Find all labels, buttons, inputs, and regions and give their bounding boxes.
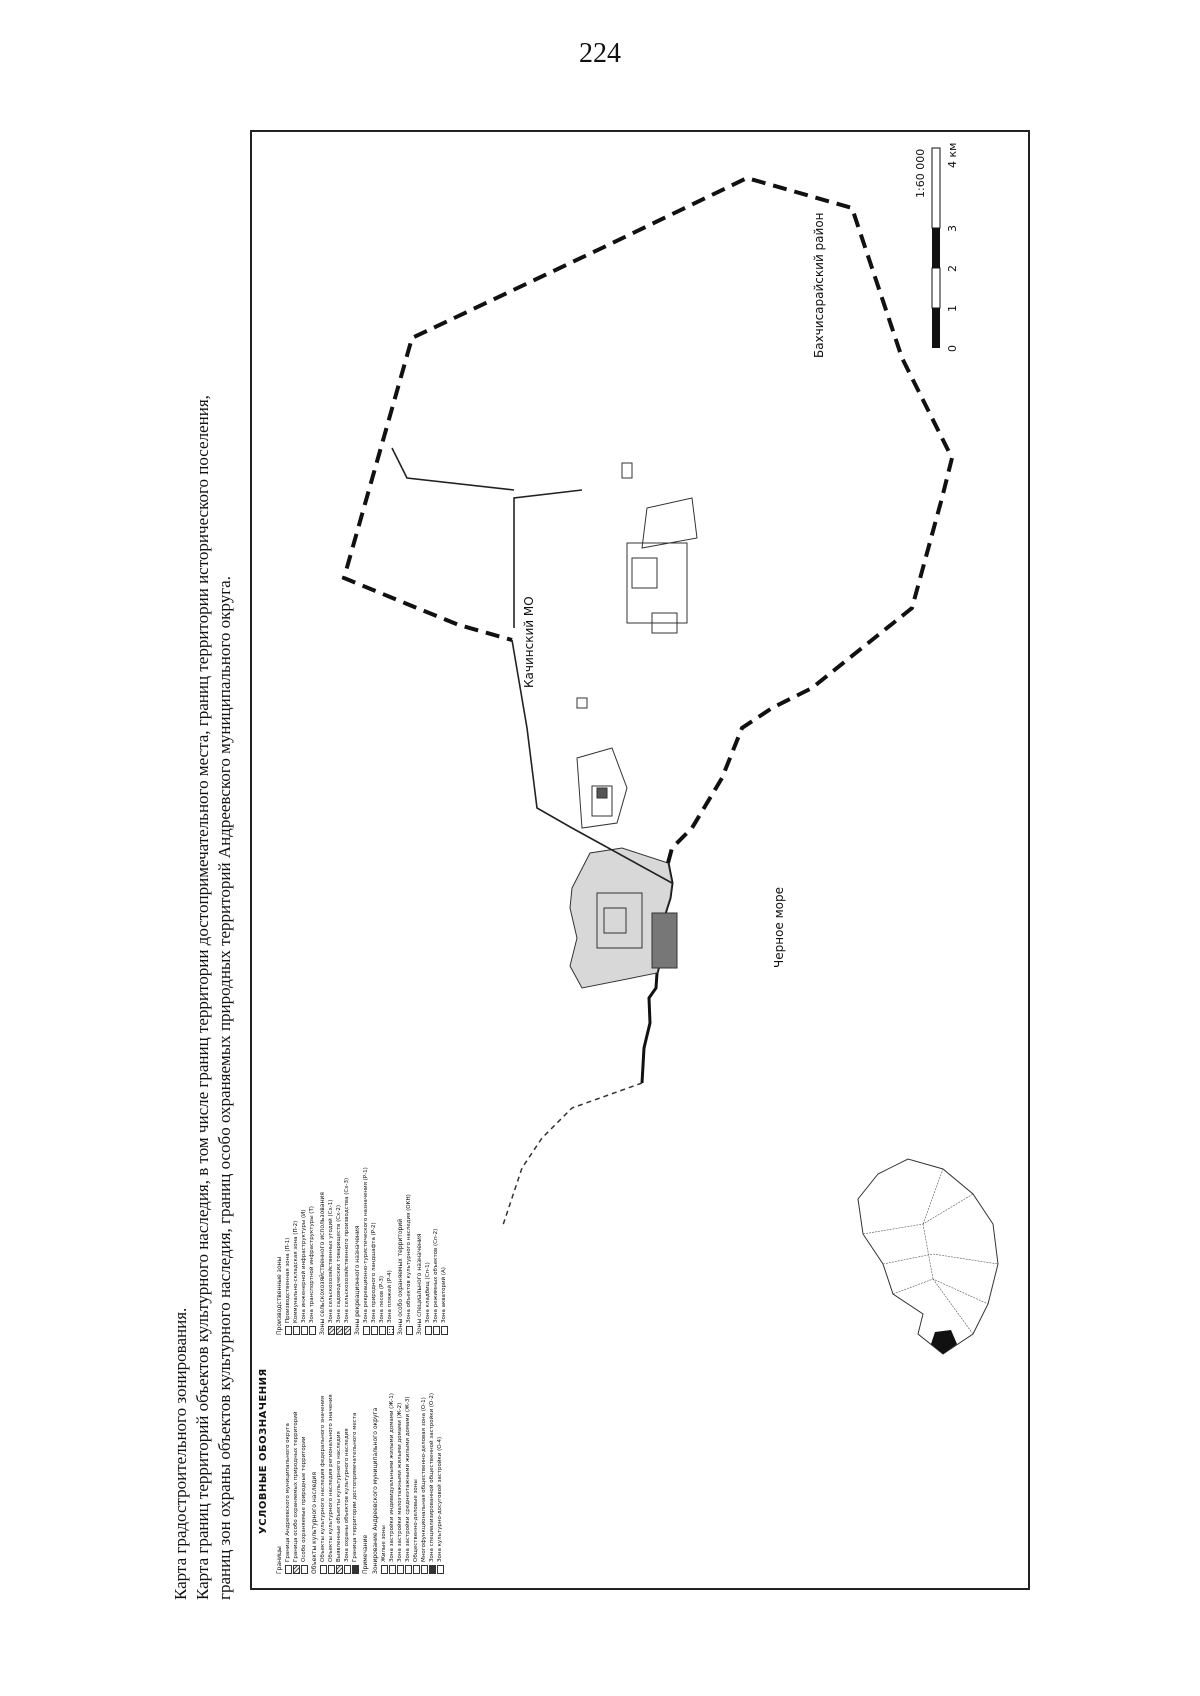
scale-tick-1: 1 (946, 305, 959, 312)
legend-title: УСЛОВНЫЕ ОБОЗНАЧЕНИЯ (258, 1368, 269, 1534)
legend-heading: Границы (276, 1546, 283, 1574)
legend-item-label: Общественно-деловые зоны (413, 1479, 419, 1562)
legend-item-label: Зона режимных объектов (Сп-2) (433, 1228, 439, 1323)
legend-heading: Примечание (362, 1534, 369, 1574)
legend-item-label: Зона застройки среднеэтажными жилыми домами (Ж-3) (405, 1396, 411, 1562)
legend-item-label: Зона транспортной инфраструктуры (Т) (309, 1206, 315, 1323)
legend-item-label: Зона застройки малоэтажными жилыми домами (Ж-2) (397, 1402, 403, 1562)
scale-tick-4: 4 км (946, 142, 959, 168)
legend-item-label: Зона культурно-досуговой застройки (О-4) (437, 1436, 443, 1562)
legend-item-label: Выявленные объекты культурного наследия (336, 1431, 342, 1562)
legend-item-label: Объекты культурного наследия федерального значения (320, 1395, 326, 1562)
caption-line-2: Карта границ территорий объектов культурного наследия, в том числе границ территории достопримечательного места, границ территории исторического поселения, (193, 395, 212, 1600)
captions (170, 130, 236, 1600)
bakhchisaray-label: Бахчисарайский район (812, 212, 826, 358)
map-frame (250, 130, 1030, 1590)
map-drawing (252, 132, 1028, 1588)
legend-item-label: Зона пляжей (Р-4) (387, 1270, 393, 1323)
legend-heading: Зоны специального назначения (416, 1233, 423, 1335)
legend-heading: Зонирование Андреевского муниципального округа (372, 1407, 379, 1574)
caption-line-1: Карта градостроительного зонирования. (171, 1307, 190, 1600)
scale-bar (932, 148, 940, 348)
legend-item-label: Жилые зоны (381, 1525, 387, 1562)
legend-heading: Зоны сельскохозяйственного использования (319, 1192, 326, 1335)
legend-item-label: Зона акваторий (А) (441, 1267, 447, 1323)
legend-item-label: Зона садоводческих товариществ (Сх-2) (336, 1204, 342, 1323)
legend-heading: Производственные зоны (276, 1256, 283, 1335)
legend-item-label: Зона рекреационно-туристического назначения (Р-1) (363, 1167, 369, 1323)
scale-ratio: 1:60 000 (914, 148, 927, 198)
legend-item-label: Зона сельскохозяйственного производства (Сх-3) (344, 1177, 350, 1323)
legend-item-label: Особо охраняемые природные территории (301, 1436, 307, 1562)
legend-item-label: Зона объектов культурного наследия (ОКН) (406, 1194, 412, 1323)
legend-heading: Зоны особо охраняемых территорий (397, 1218, 404, 1335)
sea-border-dashed (502, 1083, 642, 1228)
legend-item-label: Зона застройки индивидуальными жилыми домами (Ж-1) (389, 1393, 395, 1562)
legend-item-label: Граница особо охраняемых природных территорий (293, 1411, 299, 1562)
black-sea-label: Черное море (772, 886, 786, 968)
kachinsky-label: Качинский МО (522, 596, 536, 688)
legend-item-label: Граница территории достопримечательного места (352, 1412, 358, 1562)
legend-item-label: Зона сельскохозяйственных угодий (Сх-1) (328, 1199, 334, 1323)
page-number: 224 (579, 38, 621, 69)
legend-item-label: Зона кладбищ (Сп-1) (425, 1262, 431, 1323)
legend-item-label: Производственная зона (П-1) (285, 1237, 291, 1323)
scale-tick-0: 0 (946, 345, 959, 352)
municipal-border (344, 178, 952, 863)
legend-item-label: Многофункциональная общественно-деловая зона (О-1) (421, 1397, 427, 1562)
legend-item-label: Зона лесов (Р-3) (379, 1276, 385, 1323)
legend-item-label: Зона специализированной общественной застройки (О-2) (429, 1393, 435, 1562)
legend-item-label: Коммунально-складская зона (П-2) (293, 1220, 299, 1323)
legend-heading: Зоны рекреационного назначения (354, 1225, 361, 1335)
scale-tick-2: 2 (946, 265, 959, 272)
legend-item-label: Зона инженерной инфраструктуры (И) (301, 1209, 307, 1323)
rotated-sheet (170, 130, 1040, 1600)
legend-item-label: Объекты культурного наследия регионального значения (328, 1394, 334, 1562)
caption-line-3: границ зон охраны объектов культурного наследия, границ особо охраняемых природных территорий Андреевского муниципального округа. (215, 576, 234, 1600)
scale-tick-3: 3 (946, 225, 959, 232)
legend-item-label: Зона охраны объектов культурного наследия (344, 1428, 350, 1562)
legend-item-label: Граница Андреевского муниципального округа (285, 1423, 291, 1562)
legend-item-label: Зона природного ландшафта (Р-2) (371, 1222, 377, 1323)
legend-heading: Объекты культурного наследия (311, 1472, 318, 1574)
